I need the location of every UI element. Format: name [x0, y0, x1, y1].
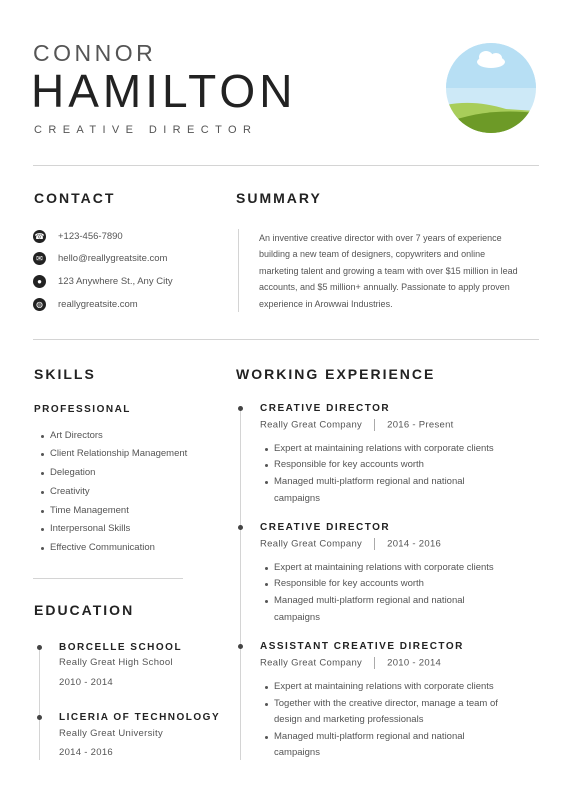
- summary-line: accounts, and $5 million+ annually. Passionate to apply proven: [259, 282, 510, 293]
- skill-item: Interpersonal Skills: [50, 521, 130, 538]
- timeline-dot: [238, 525, 243, 530]
- job-company-line: [260, 657, 441, 669]
- school-years: 2010 - 2014: [59, 677, 114, 688]
- first-name: CONNOR: [33, 40, 157, 66]
- education-heading: EDUCATION: [34, 602, 135, 618]
- job-company: Really Great Company: [260, 538, 363, 550]
- location-icon: ●: [33, 275, 46, 288]
- summary-text: [259, 230, 539, 312]
- job-bullet-continuation: campaigns: [274, 493, 320, 504]
- job-title: CREATIVE DIRECTOR: [260, 522, 391, 533]
- summary-line: An inventive creative director with over 7 years of experience: [259, 233, 502, 243]
- contact-heading: CONTACT: [34, 190, 116, 206]
- website-text: reallygreatsite.com: [58, 298, 138, 310]
- job-years: 2016 - Present: [387, 419, 454, 431]
- email-text: hello@reallygreatsite.com: [58, 252, 168, 264]
- job-bullet: Managed multi-platform regional and national: [274, 474, 465, 491]
- skills-divider: [33, 578, 183, 579]
- job-bullet: Managed multi-platform regional and national: [274, 593, 465, 610]
- phone-icon: ☎: [34, 231, 45, 241]
- contact-website: [33, 296, 138, 312]
- contact-phone: [33, 228, 123, 244]
- job-bullet: Responsible for key accounts worth: [274, 457, 424, 474]
- summary-heading: SUMMARY: [236, 190, 322, 206]
- skill-item: Delegation: [50, 465, 95, 482]
- job-bullet-continuation: campaigns: [274, 612, 320, 623]
- skill-item: Creativity: [50, 484, 90, 501]
- experience-heading: WORKING EXPERIENCE: [236, 366, 436, 382]
- section-divider: [33, 339, 539, 340]
- job-years: 2014 - 2016: [387, 538, 442, 550]
- school-name: LICERIA OF TECHNOLOGY: [59, 712, 221, 723]
- job-company: Really Great Company: [260, 657, 363, 669]
- job-company: Really Great Company: [260, 419, 363, 431]
- job-title: CREATIVE DIRECTOR: [260, 403, 391, 414]
- email-icon: ✉: [33, 252, 46, 265]
- timeline-dot: [238, 406, 243, 411]
- summary-line: building a new team of designers, copywriters and online: [259, 249, 486, 260]
- job-bullet: Managed multi-platform regional and national: [274, 729, 465, 746]
- skill-item: Time Management: [50, 503, 129, 520]
- job-bullet-continuation: design and marketing professionals: [274, 714, 424, 725]
- job-years: 2010 - 2014: [387, 657, 442, 669]
- job-bullet: Expert at maintaining relations with corporate clients: [274, 560, 494, 577]
- skill-item: Effective Communication: [50, 540, 155, 557]
- job-title: ASSISTANT CREATIVE DIRECTOR: [260, 641, 464, 652]
- timeline-dot: [37, 645, 42, 650]
- skills-subheading: PROFESSIONAL: [34, 404, 131, 415]
- separator: [374, 538, 375, 550]
- job-bullet: Expert at maintaining relations with corporate clients: [274, 679, 494, 696]
- separator: [374, 657, 375, 669]
- contact-email: [33, 250, 167, 266]
- separator: [374, 419, 375, 431]
- summary-line: experience in Arowwai Industries.: [259, 298, 393, 309]
- phone-text: +123-456-7890: [58, 230, 123, 242]
- job-bullet-continuation: campaigns: [274, 747, 320, 758]
- skill-item: Art Directors: [50, 428, 103, 445]
- contact-address: [33, 273, 173, 289]
- address-text: 123 Anywhere St., Any City: [58, 275, 173, 287]
- job-company-line: [260, 538, 441, 550]
- education-timeline: [39, 648, 40, 760]
- school-years: 2014 - 2016: [59, 747, 114, 758]
- school-detail: Really Great University: [59, 728, 164, 739]
- school-detail: Really Great High School: [59, 657, 173, 668]
- job-company-line: [260, 419, 454, 431]
- profile-photo: [446, 43, 536, 133]
- school-name: BORCELLE SCHOOL: [59, 642, 183, 653]
- timeline-dot: [37, 715, 42, 720]
- job-bullet: Together with the creative director, manage a team of: [274, 696, 498, 713]
- job-bullet: Responsible for key accounts worth: [274, 576, 424, 593]
- skills-heading: SKILLS: [34, 366, 96, 382]
- summary-line: marketing talent and growing a team with over $15 million in lead: [259, 265, 518, 276]
- last-name: HAMILTON: [31, 65, 297, 117]
- skill-item: Client Relationship Management: [50, 446, 187, 463]
- experience-timeline: [240, 408, 241, 760]
- summary-rule: [238, 229, 239, 312]
- globe-icon: ◍: [33, 298, 46, 311]
- header-divider: [33, 165, 539, 166]
- job-role: CREATIVE DIRECTOR: [34, 124, 258, 136]
- job-bullet: Expert at maintaining relations with corporate clients: [274, 441, 494, 458]
- timeline-dot: [238, 644, 243, 649]
